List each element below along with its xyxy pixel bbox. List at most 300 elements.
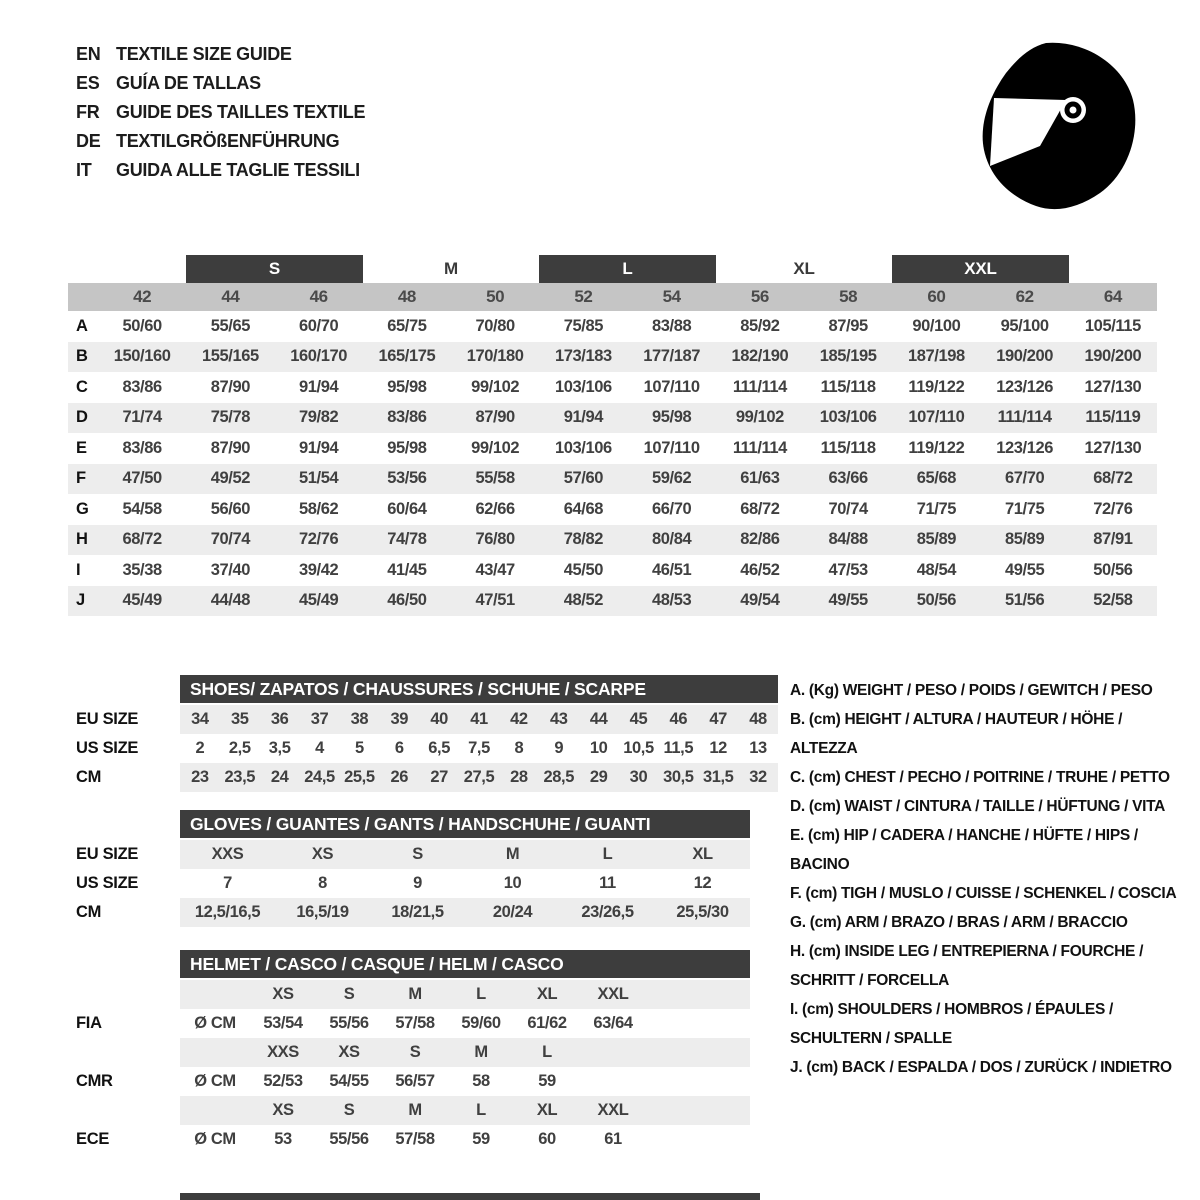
legend-entry: A. (Kg) WEIGHT / PESO / POIDS / GEWITCH / PESO (790, 682, 1153, 699)
row-label: FIA (76, 1014, 102, 1032)
measurement-row (68, 494, 1157, 525)
size-group-m: M (444, 259, 458, 278)
cell: L (476, 1101, 486, 1119)
cell: 107/110 (643, 438, 700, 457)
cell: 91/94 (298, 377, 339, 396)
legend-entry: B. (cm) HEIGHT / ALTURA / HAUTEUR / HÖHE / ALTEZZA (790, 711, 1123, 757)
cell: 24 (270, 768, 289, 786)
gloves-title-bar: GLOVES / GUANTES / GANTS / HANDSCHUHE / GUANTI (180, 810, 750, 838)
cell: 53 (274, 1130, 292, 1148)
cell: XL (536, 1101, 558, 1119)
row-values (180, 869, 750, 898)
numeric-size: 46 (309, 287, 328, 306)
cell: 37/40 (210, 560, 251, 579)
numeric-size-row (68, 283, 1157, 311)
cell: 123/126 (996, 438, 1054, 457)
cell: M (408, 985, 422, 1003)
cell: 62/66 (475, 499, 515, 518)
cell: 115/119 (1085, 408, 1141, 427)
cell: XL (536, 985, 558, 1003)
cell: XS (338, 1043, 360, 1061)
cell: 23,5 (224, 768, 256, 786)
measurement-row (68, 555, 1157, 586)
cell: 95/98 (387, 438, 427, 457)
cell: 79/82 (298, 408, 339, 427)
racing-helmet-icon (978, 38, 1138, 218)
language-title-list (76, 40, 365, 185)
row-values (180, 734, 778, 763)
cell: 70/74 (210, 530, 251, 549)
cell: 61 (604, 1130, 622, 1148)
helmet-row (68, 1096, 750, 1125)
row-values (180, 1067, 750, 1096)
cell: 55/65 (210, 316, 251, 335)
legend-entry: C. (cm) CHEST / PECHO / POITRINE / TRUHE / PETTO (790, 769, 1170, 786)
row-values (180, 1096, 750, 1125)
row-label (68, 1038, 180, 1067)
helmet-row (68, 1038, 750, 1067)
numeric-size: 42 (133, 287, 152, 306)
cell: 39/42 (298, 560, 339, 579)
measurement-legend (790, 676, 1178, 1082)
cell: 182/190 (731, 347, 789, 366)
cell: 99/102 (471, 377, 520, 396)
cell: 190/200 (1084, 347, 1142, 366)
cell: 91/94 (298, 438, 339, 457)
cell: 41/45 (387, 560, 427, 579)
measurement-row (68, 311, 1157, 342)
cell: 48/54 (916, 560, 957, 579)
row-values (180, 980, 750, 1009)
cell: 39 (390, 710, 409, 728)
cell: 46/51 (651, 560, 692, 579)
cell: 31,5 (702, 768, 734, 786)
language-code: FR (76, 102, 100, 122)
cell: 70/74 (828, 499, 868, 518)
cell: 59/62 (651, 469, 692, 488)
row-letter: D (76, 408, 88, 427)
cell: 56/57 (395, 1072, 435, 1090)
cell: 49/52 (210, 469, 251, 488)
gloves-row (68, 898, 750, 927)
cell: 78/82 (563, 530, 604, 549)
cell: 55/56 (329, 1014, 369, 1032)
cell: 95/98 (387, 377, 427, 396)
helmet-row (68, 1009, 750, 1038)
size-group-l: L (539, 255, 716, 283)
legend-entry: F. (cm) TIGH / MUSLO / CUISSE / SCHENKEL / COSCIA (790, 885, 1177, 902)
language-row (76, 98, 365, 127)
helmet-title-bar: HELMET / CASCO / CASQUE / HELM / CASCO (180, 950, 750, 978)
cell: 46 (669, 710, 688, 728)
cell: 57/58 (395, 1014, 435, 1032)
language-title: GUIDE DES TAILLES TEXTILE (116, 102, 366, 122)
cell: S (412, 845, 423, 863)
cell: 27,5 (463, 768, 495, 786)
row-letter: B (76, 347, 88, 366)
cell: M (505, 845, 520, 863)
cell: XL (692, 845, 713, 863)
cell: 30 (629, 768, 648, 786)
cell: 5 (355, 739, 364, 757)
cell: 16,5/19 (296, 903, 349, 921)
cell: 82/86 (740, 530, 780, 549)
cell: 10 (503, 874, 522, 892)
cell: 87/95 (828, 316, 868, 335)
cell: 42 (510, 710, 528, 728)
numeric-size: 60 (927, 287, 946, 306)
language-code: DE (76, 131, 101, 151)
cell: 49/54 (740, 591, 780, 610)
cell: 32 (749, 768, 767, 786)
cell: 44 (589, 710, 608, 728)
numeric-size: 44 (221, 287, 240, 306)
numeric-size: 50 (486, 287, 505, 306)
cell: L (602, 845, 613, 863)
row-label: CM (76, 903, 102, 921)
cell: 49/55 (828, 591, 868, 610)
unit-cell: Ø CM (194, 1130, 236, 1148)
language-row (76, 156, 365, 185)
cell: XXL (597, 985, 629, 1003)
helmet-row (68, 1125, 750, 1154)
cell: 115/118 (820, 377, 876, 396)
cell: 72/76 (1093, 499, 1133, 518)
cell: 70/80 (475, 316, 515, 335)
row-label: US SIZE (76, 874, 139, 892)
cell: 85/92 (740, 316, 780, 335)
helmet-size-table (68, 950, 750, 1154)
cell: 84/88 (828, 530, 868, 549)
cell: 8 (514, 739, 524, 757)
row-label (68, 1096, 180, 1125)
cell: 9 (554, 739, 564, 757)
textile-size-table (68, 255, 1157, 616)
cell: XXS (211, 845, 244, 863)
cell: 43 (549, 710, 568, 728)
cell: 71/75 (1004, 499, 1045, 518)
cell: 67/70 (1004, 469, 1045, 488)
cell: 123/126 (996, 377, 1054, 396)
cell: S (343, 985, 355, 1003)
language-row (76, 40, 365, 69)
size-group-xl: XL (793, 259, 815, 278)
legend-entry: G. (cm) ARM / BRAZO / BRAS / ARM / BRACCIO (790, 914, 1128, 931)
cell: 58 (472, 1072, 490, 1090)
row-label: EU SIZE (76, 845, 139, 863)
cell: 58/62 (298, 499, 339, 518)
cell: 20/24 (492, 903, 533, 921)
language-title: TEXTILGRÖßENFÜHRUNG (116, 131, 340, 151)
cell: 87/91 (1093, 530, 1133, 549)
cell: 127/130 (1084, 438, 1142, 457)
cell: 18/21,5 (391, 903, 444, 921)
cell: 36 (270, 710, 289, 728)
language-code: ES (76, 73, 100, 93)
cell: 10,5 (623, 739, 654, 757)
cell: 55/58 (475, 469, 515, 488)
cell: 65/75 (387, 316, 427, 335)
row-label (68, 980, 180, 1009)
size-group-s: S (186, 255, 363, 283)
cell: 177/187 (643, 347, 701, 366)
cell: 160/170 (290, 347, 348, 366)
cell: 6,5 (428, 739, 450, 757)
cell: 47/53 (828, 560, 868, 579)
cell: 37 (310, 710, 329, 728)
cell: L (476, 985, 486, 1003)
cell: 85/89 (916, 530, 957, 549)
measurement-row (68, 433, 1157, 464)
measurement-row (68, 372, 1157, 403)
cell: 75/78 (210, 408, 251, 427)
cell: 75/85 (563, 316, 604, 335)
measurement-row (68, 342, 1157, 373)
cell: 60 (538, 1130, 556, 1148)
cell: 24,5 (304, 768, 335, 786)
size-group-header (68, 255, 1157, 283)
row-letter: F (76, 469, 86, 488)
cell: 103/106 (554, 438, 612, 457)
cell: 85/89 (1004, 530, 1045, 549)
row-letter: C (76, 377, 88, 396)
legend-entry: D. (cm) WAIST / CINTURA / TAILLE / HÜFTUNG / VITA (790, 798, 1166, 815)
cell: XXL (597, 1101, 629, 1119)
language-row (76, 69, 365, 98)
cell: 9 (413, 874, 422, 892)
row-label: CM (76, 768, 102, 786)
cell: 63/64 (593, 1014, 633, 1032)
cell: 60/70 (298, 316, 339, 335)
numeric-size: 58 (839, 287, 858, 306)
cell: 23/26,5 (581, 903, 634, 921)
cell: 12 (693, 874, 712, 892)
cell: 64/68 (563, 499, 604, 518)
cell: 60/64 (387, 499, 427, 518)
cell: XS (272, 1101, 294, 1119)
cell: 59/60 (461, 1014, 501, 1032)
numeric-size: 54 (662, 287, 681, 306)
cell: 12 (709, 739, 727, 757)
cell: 57/58 (395, 1130, 435, 1148)
cell: 68/72 (122, 530, 162, 549)
cell: 50/60 (122, 316, 162, 335)
cell: 61/63 (740, 469, 780, 488)
numeric-size: 48 (397, 287, 416, 306)
cell: 103/106 (819, 408, 877, 427)
cell: 55/56 (329, 1130, 369, 1148)
cell: 3,5 (268, 739, 291, 757)
cell: 57/60 (563, 469, 604, 488)
legend-entry: I. (cm) SHOULDERS / HOMBROS / ÉPAULES / SCHULTERN / SPALLE (790, 1001, 1114, 1047)
shoes-row (68, 763, 778, 792)
cell: L (542, 1043, 552, 1061)
cell: 72/76 (298, 530, 339, 549)
row-label: ECE (76, 1130, 110, 1148)
cell: 107/110 (908, 408, 965, 427)
gloves-size-table (68, 810, 750, 927)
row-letter: E (76, 438, 87, 457)
cell: 45/49 (122, 591, 162, 610)
row-letter: A (76, 316, 88, 335)
gloves-row (68, 869, 750, 898)
cell: 105/115 (1084, 316, 1141, 335)
cell: 45/49 (298, 591, 339, 610)
language-code: EN (76, 44, 101, 64)
cell: 66/70 (651, 499, 692, 518)
row-values (180, 840, 750, 869)
cell: 30,5 (663, 768, 694, 786)
cell: 28 (510, 768, 528, 786)
cell: 115/118 (820, 438, 876, 457)
shoes-size-table (68, 675, 778, 792)
cell: 80/84 (651, 530, 692, 549)
unit-cell: Ø CM (194, 1072, 236, 1090)
cell: 127/130 (1084, 377, 1142, 396)
cell: 59 (472, 1130, 490, 1148)
row-letter: J (76, 591, 85, 610)
cell: 61/62 (527, 1014, 567, 1032)
cell: 71/75 (916, 499, 957, 518)
cell: 4 (315, 739, 324, 757)
cell: 111/114 (732, 438, 787, 457)
legend-entry: E. (cm) HIP / CADERA / HANCHE / HÜFTE / HIPS / BACINO (790, 827, 1138, 873)
cell: 38 (350, 710, 369, 728)
cell: 83/86 (122, 438, 162, 457)
language-title: TEXTILE SIZE GUIDE (116, 44, 292, 64)
cell: 65/68 (916, 469, 957, 488)
cell: 95/100 (1000, 316, 1049, 335)
cell: 107/110 (643, 377, 700, 396)
cell: 47/51 (475, 591, 515, 610)
language-row (76, 127, 365, 156)
cell: XXS (267, 1043, 299, 1061)
cell: 54/55 (329, 1072, 369, 1090)
cell: 63/66 (828, 469, 868, 488)
cutoff-section-bar (180, 1193, 760, 1200)
numeric-size: 62 (1015, 287, 1034, 306)
cell: M (408, 1101, 422, 1119)
cell: 2 (195, 739, 205, 757)
shoes-title-bar: SHOES/ ZAPATOS / CHAUSSURES / SCHUHE / SCARPE (180, 675, 778, 703)
measurement-row (68, 586, 1157, 617)
shoes-row (68, 705, 778, 734)
unit-cell: Ø CM (194, 1014, 236, 1032)
row-values (180, 1009, 750, 1038)
cell: S (409, 1043, 421, 1061)
cell: 87/90 (210, 377, 251, 396)
cell: 87/90 (210, 438, 251, 457)
cell: 52/53 (263, 1072, 303, 1090)
cell: 87/90 (475, 408, 515, 427)
cell: 6 (394, 739, 404, 757)
row-letter: I (76, 560, 81, 579)
cell: M (474, 1043, 488, 1061)
numeric-size: 52 (574, 287, 593, 306)
cell: 8 (318, 874, 327, 892)
size-group-xxl: XXL (892, 255, 1069, 283)
cell: 41 (470, 710, 488, 728)
cell: 47 (709, 710, 727, 728)
row-values (180, 763, 778, 792)
row-letter: G (76, 499, 89, 518)
cell: 76/80 (475, 530, 515, 549)
cell: 52/58 (1093, 591, 1133, 610)
cell: 40 (430, 710, 448, 728)
cell: XS (272, 985, 294, 1003)
helmet-row (68, 980, 750, 1009)
language-title: GUÍA DE TALLAS (116, 73, 261, 93)
cell: 34 (191, 710, 209, 728)
cell: 53/54 (263, 1014, 303, 1032)
cell: 74/78 (387, 530, 427, 549)
language-code: IT (76, 160, 92, 180)
cell: 53/56 (387, 469, 427, 488)
cell: 45/50 (563, 560, 604, 579)
cell: 165/175 (378, 347, 436, 366)
cell: 83/86 (122, 377, 162, 396)
measurement-row (68, 403, 1157, 434)
cell: 59 (538, 1072, 556, 1090)
numeric-size: 64 (1103, 287, 1122, 306)
row-values (180, 1125, 750, 1154)
cell: 25,5 (344, 768, 375, 786)
cell: 2,5 (228, 739, 251, 757)
row-values (180, 705, 778, 734)
cell: 26 (390, 768, 409, 786)
cell: 47/50 (122, 469, 162, 488)
cell: 99/102 (471, 438, 520, 457)
cell: 23 (191, 768, 209, 786)
cell: 13 (749, 739, 767, 757)
language-title: GUIDA ALLE TAGLIE TESSILI (116, 160, 360, 180)
helmet-row (68, 1067, 750, 1096)
cell: 111/114 (997, 408, 1052, 427)
row-label: US SIZE (76, 739, 139, 757)
measurement-row (68, 525, 1157, 556)
row-label: CMR (76, 1072, 113, 1090)
cell: 46/50 (387, 591, 427, 610)
cell: 56/60 (210, 499, 251, 518)
cell: 29 (589, 768, 608, 786)
cell: 48/52 (563, 591, 604, 610)
cell: 119/122 (908, 438, 965, 457)
row-label: EU SIZE (76, 710, 139, 728)
cell: 71/74 (122, 408, 162, 427)
cell: 10 (589, 739, 608, 757)
cell: 119/122 (908, 377, 965, 396)
numeric-size: 56 (750, 287, 769, 306)
cell: 11,5 (663, 739, 694, 757)
cell: 49/55 (1004, 560, 1045, 579)
shoes-row (68, 734, 778, 763)
cell: S (343, 1101, 355, 1119)
legend-entry: H. (cm) INSIDE LEG / ENTREPIERNA / FOURCHE / SCHRITT / FORCELLA (790, 943, 1144, 989)
cell: 90/100 (912, 316, 961, 335)
cell: XS (311, 845, 334, 863)
cell: 103/106 (554, 377, 612, 396)
cell: 91/94 (563, 408, 604, 427)
cell: 83/86 (387, 408, 427, 427)
cell: 170/180 (466, 347, 524, 366)
cell: 187/198 (907, 347, 965, 366)
cell: 155/165 (201, 347, 259, 366)
cell: 44/48 (210, 591, 251, 610)
cell: 43/47 (475, 560, 515, 579)
cell: 50/56 (1093, 560, 1133, 579)
cell: 35 (231, 710, 249, 728)
cell: 28,5 (543, 768, 574, 786)
